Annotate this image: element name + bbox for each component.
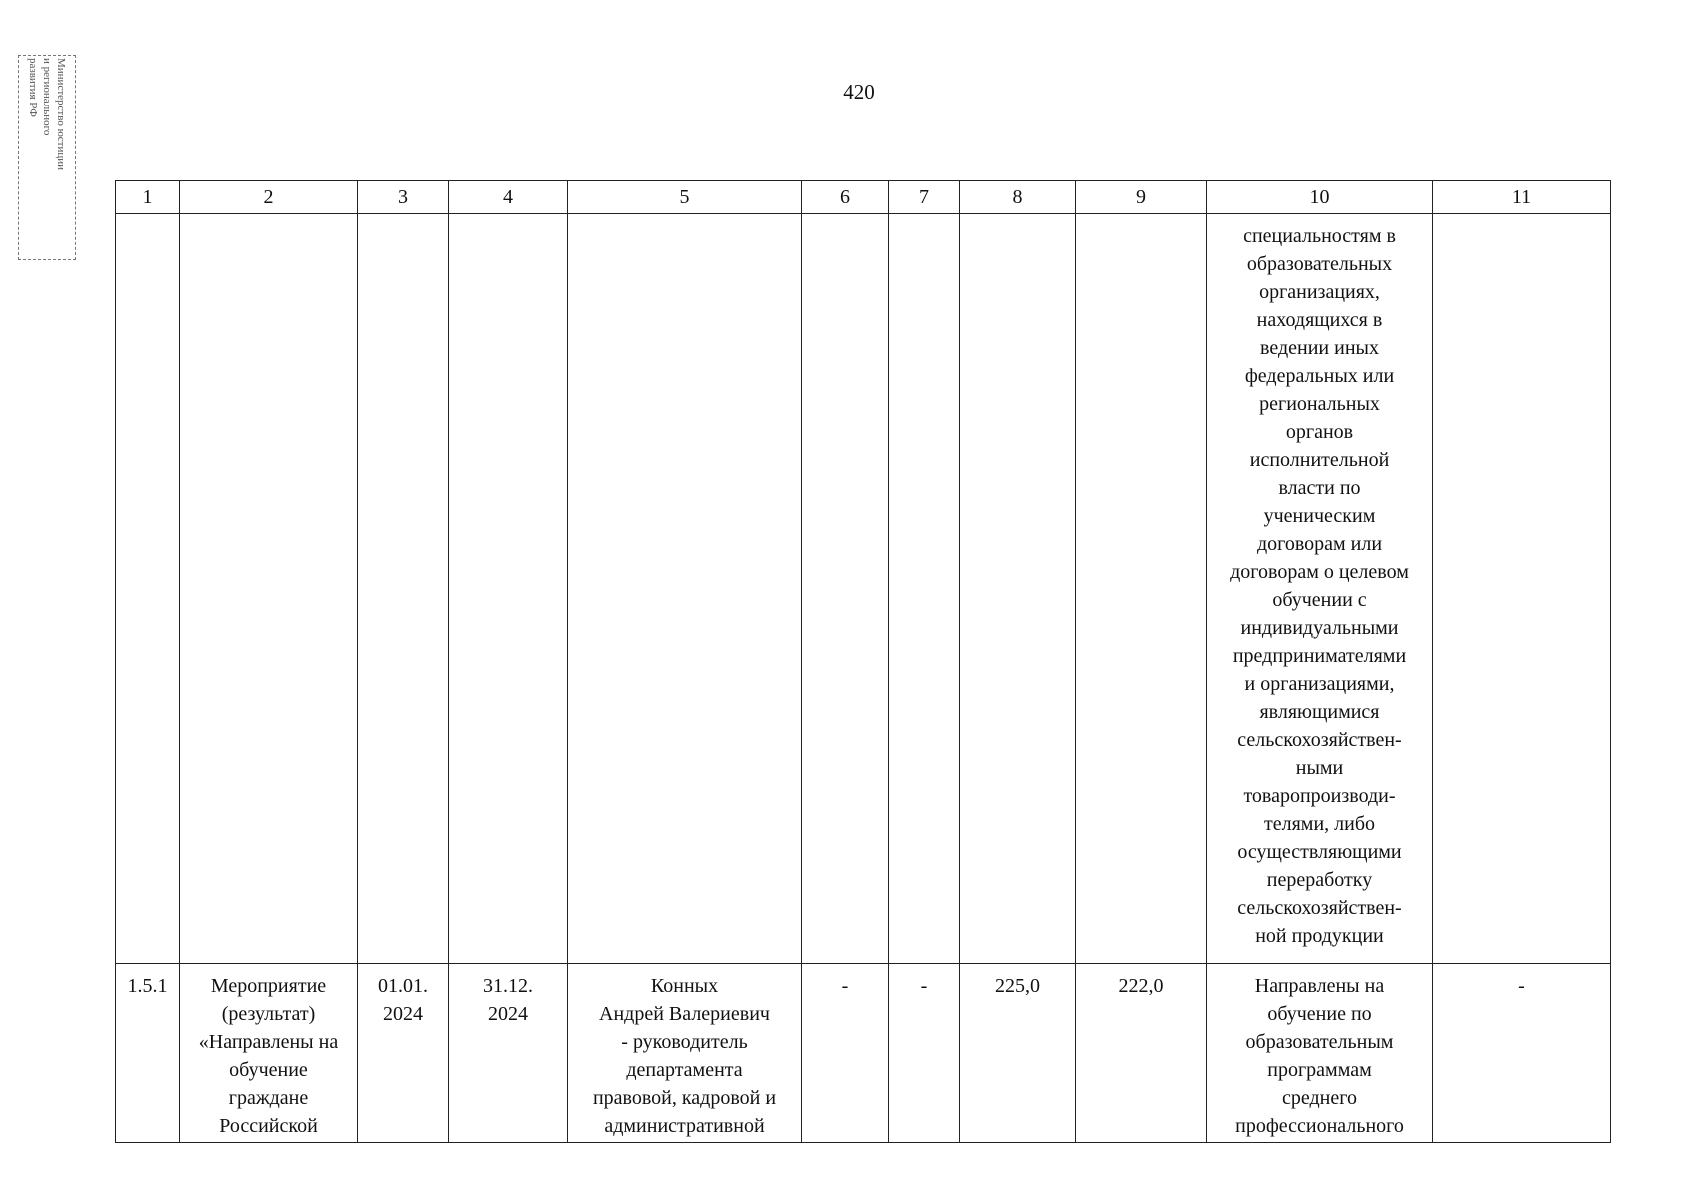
text-line: товаропроизводи- <box>1243 785 1396 807</box>
text-line: предпринимателями <box>1232 645 1407 667</box>
empty-cell <box>116 214 180 964</box>
text-line: переработку <box>1266 869 1373 891</box>
col7-cell: - <box>889 964 960 1143</box>
responsible-cell <box>568 964 802 1143</box>
text-line: обучение по <box>1267 1003 1372 1025</box>
col11-cell: - <box>1433 964 1611 1143</box>
empty-cell <box>889 214 960 964</box>
header-row <box>116 181 1611 214</box>
text-line: осуществляющими <box>1237 841 1402 863</box>
header-cell: 1 <box>116 181 180 214</box>
text-line: органов <box>1285 421 1354 443</box>
start-date-cell <box>358 964 449 1143</box>
empty-cell <box>1433 214 1611 964</box>
header-cell: 9 <box>1076 181 1207 214</box>
header-cell: 6 <box>802 181 889 214</box>
text-line: ными <box>1295 757 1344 779</box>
empty-cell <box>180 214 358 964</box>
text-line: 2024 <box>488 1003 528 1025</box>
text-line: договорам о целевом <box>1230 561 1409 583</box>
col8-value-cell: 225,0 <box>960 964 1076 1143</box>
text-line: исполнительной <box>1249 449 1390 471</box>
plan-table <box>115 180 1611 1143</box>
text-line: образовательных <box>1246 253 1393 275</box>
empty-cell <box>358 214 449 964</box>
table-row <box>116 964 1611 1143</box>
ministry-stamp <box>18 55 76 260</box>
header-cell: 3 <box>358 181 449 214</box>
col9-value-cell: 222,0 <box>1076 964 1207 1143</box>
text-line: договорам или <box>1256 533 1383 555</box>
empty-cell <box>960 214 1076 964</box>
text-line: 01.01. <box>378 975 428 997</box>
stamp-line: и регионального <box>41 57 53 135</box>
text-line: телями, либо <box>1263 813 1375 835</box>
text-line: региональных <box>1259 393 1380 415</box>
col6-cell: - <box>802 964 889 1143</box>
text-line: 2024 <box>383 1003 423 1025</box>
text-line: образовательным <box>1245 1031 1394 1053</box>
empty-cell <box>802 214 889 964</box>
result-continuation-cell <box>1207 214 1433 964</box>
stamp-line: развития РФ <box>27 57 39 117</box>
end-date-cell <box>449 964 568 1143</box>
header-cell: 11 <box>1433 181 1611 214</box>
text-line: обучении с <box>1272 589 1367 611</box>
text-line: являющимися <box>1259 701 1380 723</box>
header-cell: 5 <box>568 181 802 214</box>
header-cell: 8 <box>960 181 1076 214</box>
text-line: Мероприятие <box>210 975 327 997</box>
continuation-row <box>116 214 1611 964</box>
text-line: административной <box>604 1115 765 1137</box>
text-line: ной продукции <box>1255 925 1384 947</box>
text-line: департамента <box>626 1059 743 1081</box>
text-line: (результат) <box>221 1003 316 1025</box>
text-line: власти по <box>1278 477 1361 499</box>
header-cell: 7 <box>889 181 960 214</box>
event-name-cell <box>180 964 358 1143</box>
text-line: - руководитель <box>621 1031 748 1053</box>
text-line: сельскохозяйствен- <box>1237 729 1402 751</box>
row-number-cell: 1.5.1 <box>116 964 180 1143</box>
text-line: граждане <box>228 1087 309 1109</box>
text-line: Направлены на <box>1254 975 1385 997</box>
text-line: ученическим <box>1263 505 1376 527</box>
text-line: Конных <box>650 975 719 997</box>
text-line: ведении иных <box>1260 337 1379 359</box>
text-line: обучение <box>229 1059 308 1081</box>
text-line: правовой, кадровой и <box>592 1087 777 1109</box>
text-line: индивидуальными <box>1240 617 1399 639</box>
text-line: сельскохозяйствен- <box>1237 897 1402 919</box>
text-line: организациях, <box>1259 281 1380 303</box>
page-number: 420 <box>843 80 875 104</box>
text-line: находящихся в <box>1256 309 1383 331</box>
text-line: «Направлены на <box>198 1031 339 1053</box>
text-line: программам <box>1267 1059 1372 1081</box>
text-line: 31.12. <box>483 975 533 997</box>
text-line: федеральных или <box>1244 365 1395 387</box>
header-cell: 2 <box>180 181 358 214</box>
text-line: Андрей Валериевич <box>599 1003 770 1025</box>
empty-cell <box>449 214 568 964</box>
text-line: и организациями, <box>1244 673 1395 695</box>
header-cell: 10 <box>1207 181 1433 214</box>
text-line: среднего <box>1282 1087 1357 1109</box>
empty-cell <box>1076 214 1207 964</box>
text-line: профессионального <box>1235 1115 1404 1137</box>
result-cell <box>1207 964 1433 1143</box>
stamp-text <box>26 58 68 258</box>
text-line: специальностям в <box>1243 225 1396 247</box>
stamp-line: Министерство юстиции <box>55 57 67 170</box>
text-line: Российской <box>219 1115 318 1137</box>
empty-cell <box>568 214 802 964</box>
header-cell: 4 <box>449 181 568 214</box>
